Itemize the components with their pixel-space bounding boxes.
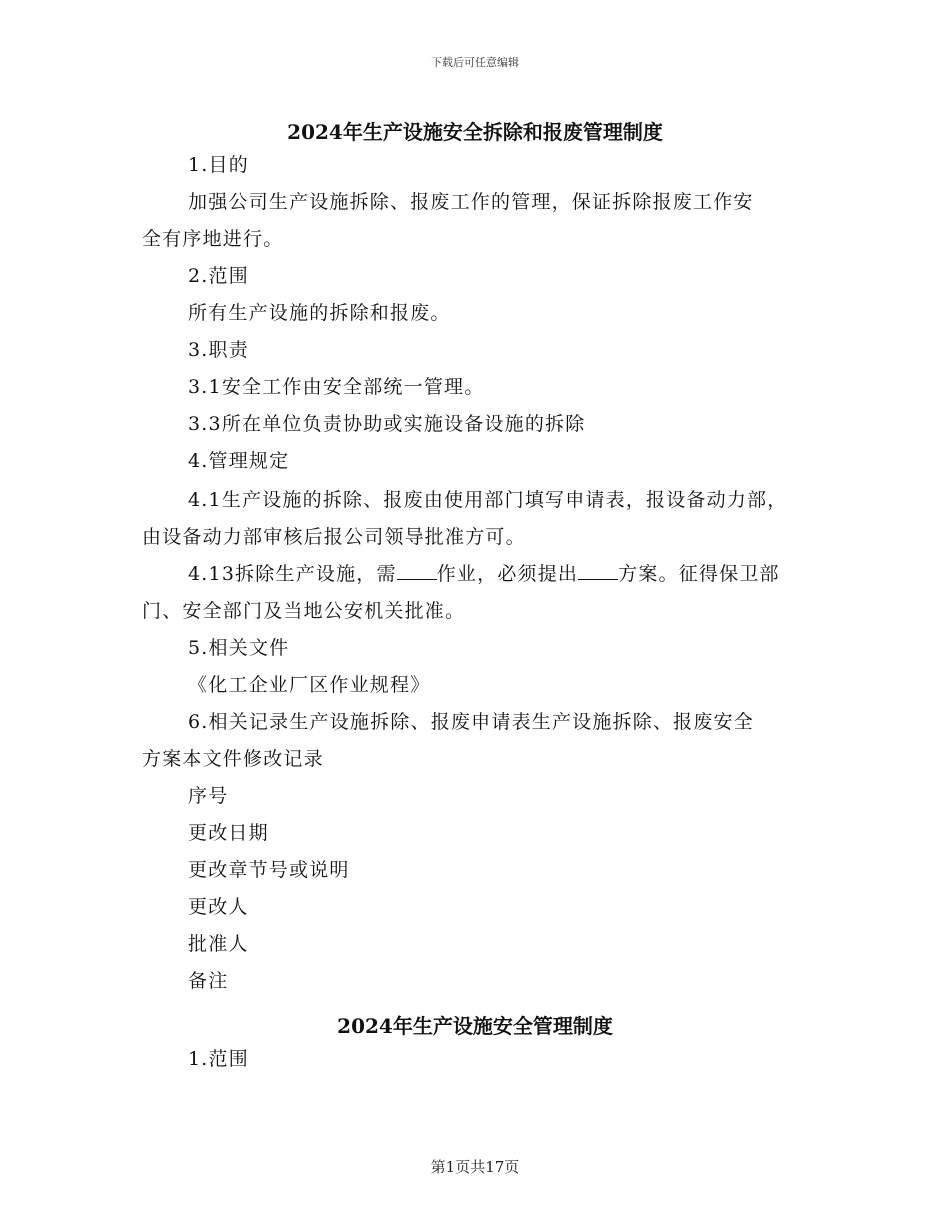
paragraph-line: 3.1安全工作由安全部统一管理。 bbox=[188, 376, 485, 398]
text-segment: 作业，必须提出 bbox=[436, 563, 579, 585]
document-title: 2024年生产设施安全拆除和报废管理制度 bbox=[287, 120, 663, 144]
record-field: 更改人 bbox=[188, 896, 249, 918]
text-segment: 方案。征得保卫部 bbox=[618, 563, 780, 585]
record-field: 序号 bbox=[188, 785, 229, 807]
paragraph-line: 方案本文件修改记录 bbox=[142, 748, 324, 770]
paragraph-line: 加强公司生产设施拆除、报废工作的管理，保证拆除报废工作安 bbox=[188, 191, 754, 213]
heading-purpose: 1.目的 bbox=[188, 154, 249, 176]
heading-rules: 4.管理规定 bbox=[188, 450, 290, 472]
record-field: 批准人 bbox=[188, 933, 249, 955]
paragraph-line: 由设备动力部审核后报公司领导批准方可。 bbox=[142, 526, 526, 548]
paragraph-line: 所有生产设施的拆除和报废。 bbox=[188, 302, 451, 324]
paragraph-line: 3.3所在单位负责协助或实施设备设施的拆除 bbox=[188, 413, 586, 435]
paragraph-line: 全有序地进行。 bbox=[142, 228, 284, 250]
record-field: 更改日期 bbox=[188, 822, 269, 844]
header-note: 下载后可任意编辑 bbox=[431, 56, 519, 69]
fill-in-blank bbox=[397, 561, 437, 580]
record-field: 更改章节号或说明 bbox=[188, 859, 350, 881]
fill-in-blank bbox=[578, 561, 618, 580]
second-document-title: 2024年生产设施安全管理制度 bbox=[337, 1014, 613, 1038]
paragraph-line-with-blanks bbox=[188, 556, 780, 593]
record-field: 备注 bbox=[188, 970, 229, 992]
heading-scope: 2.范围 bbox=[188, 265, 249, 287]
heading-scope: 1.范围 bbox=[188, 1048, 249, 1070]
paragraph-line: 6.相关记录生产设施拆除、报废申请表生产设施拆除、报废安全 bbox=[188, 711, 754, 733]
paragraph-line: 《化工企业厂区作业规程》 bbox=[188, 674, 431, 696]
heading-duties: 3.职责 bbox=[188, 339, 249, 361]
heading-related-docs: 5.相关文件 bbox=[188, 637, 290, 659]
paragraph-line: 4.1生产设施的拆除、报废由使用部门填写申请表，报设备动力部， bbox=[188, 489, 788, 511]
text-segment: 4.13拆除生产设施，需 bbox=[188, 563, 397, 585]
paragraph-line: 门、安全部门及当地公安机关批准。 bbox=[142, 600, 466, 622]
page-number: 第1页共17页 bbox=[430, 1158, 520, 1176]
